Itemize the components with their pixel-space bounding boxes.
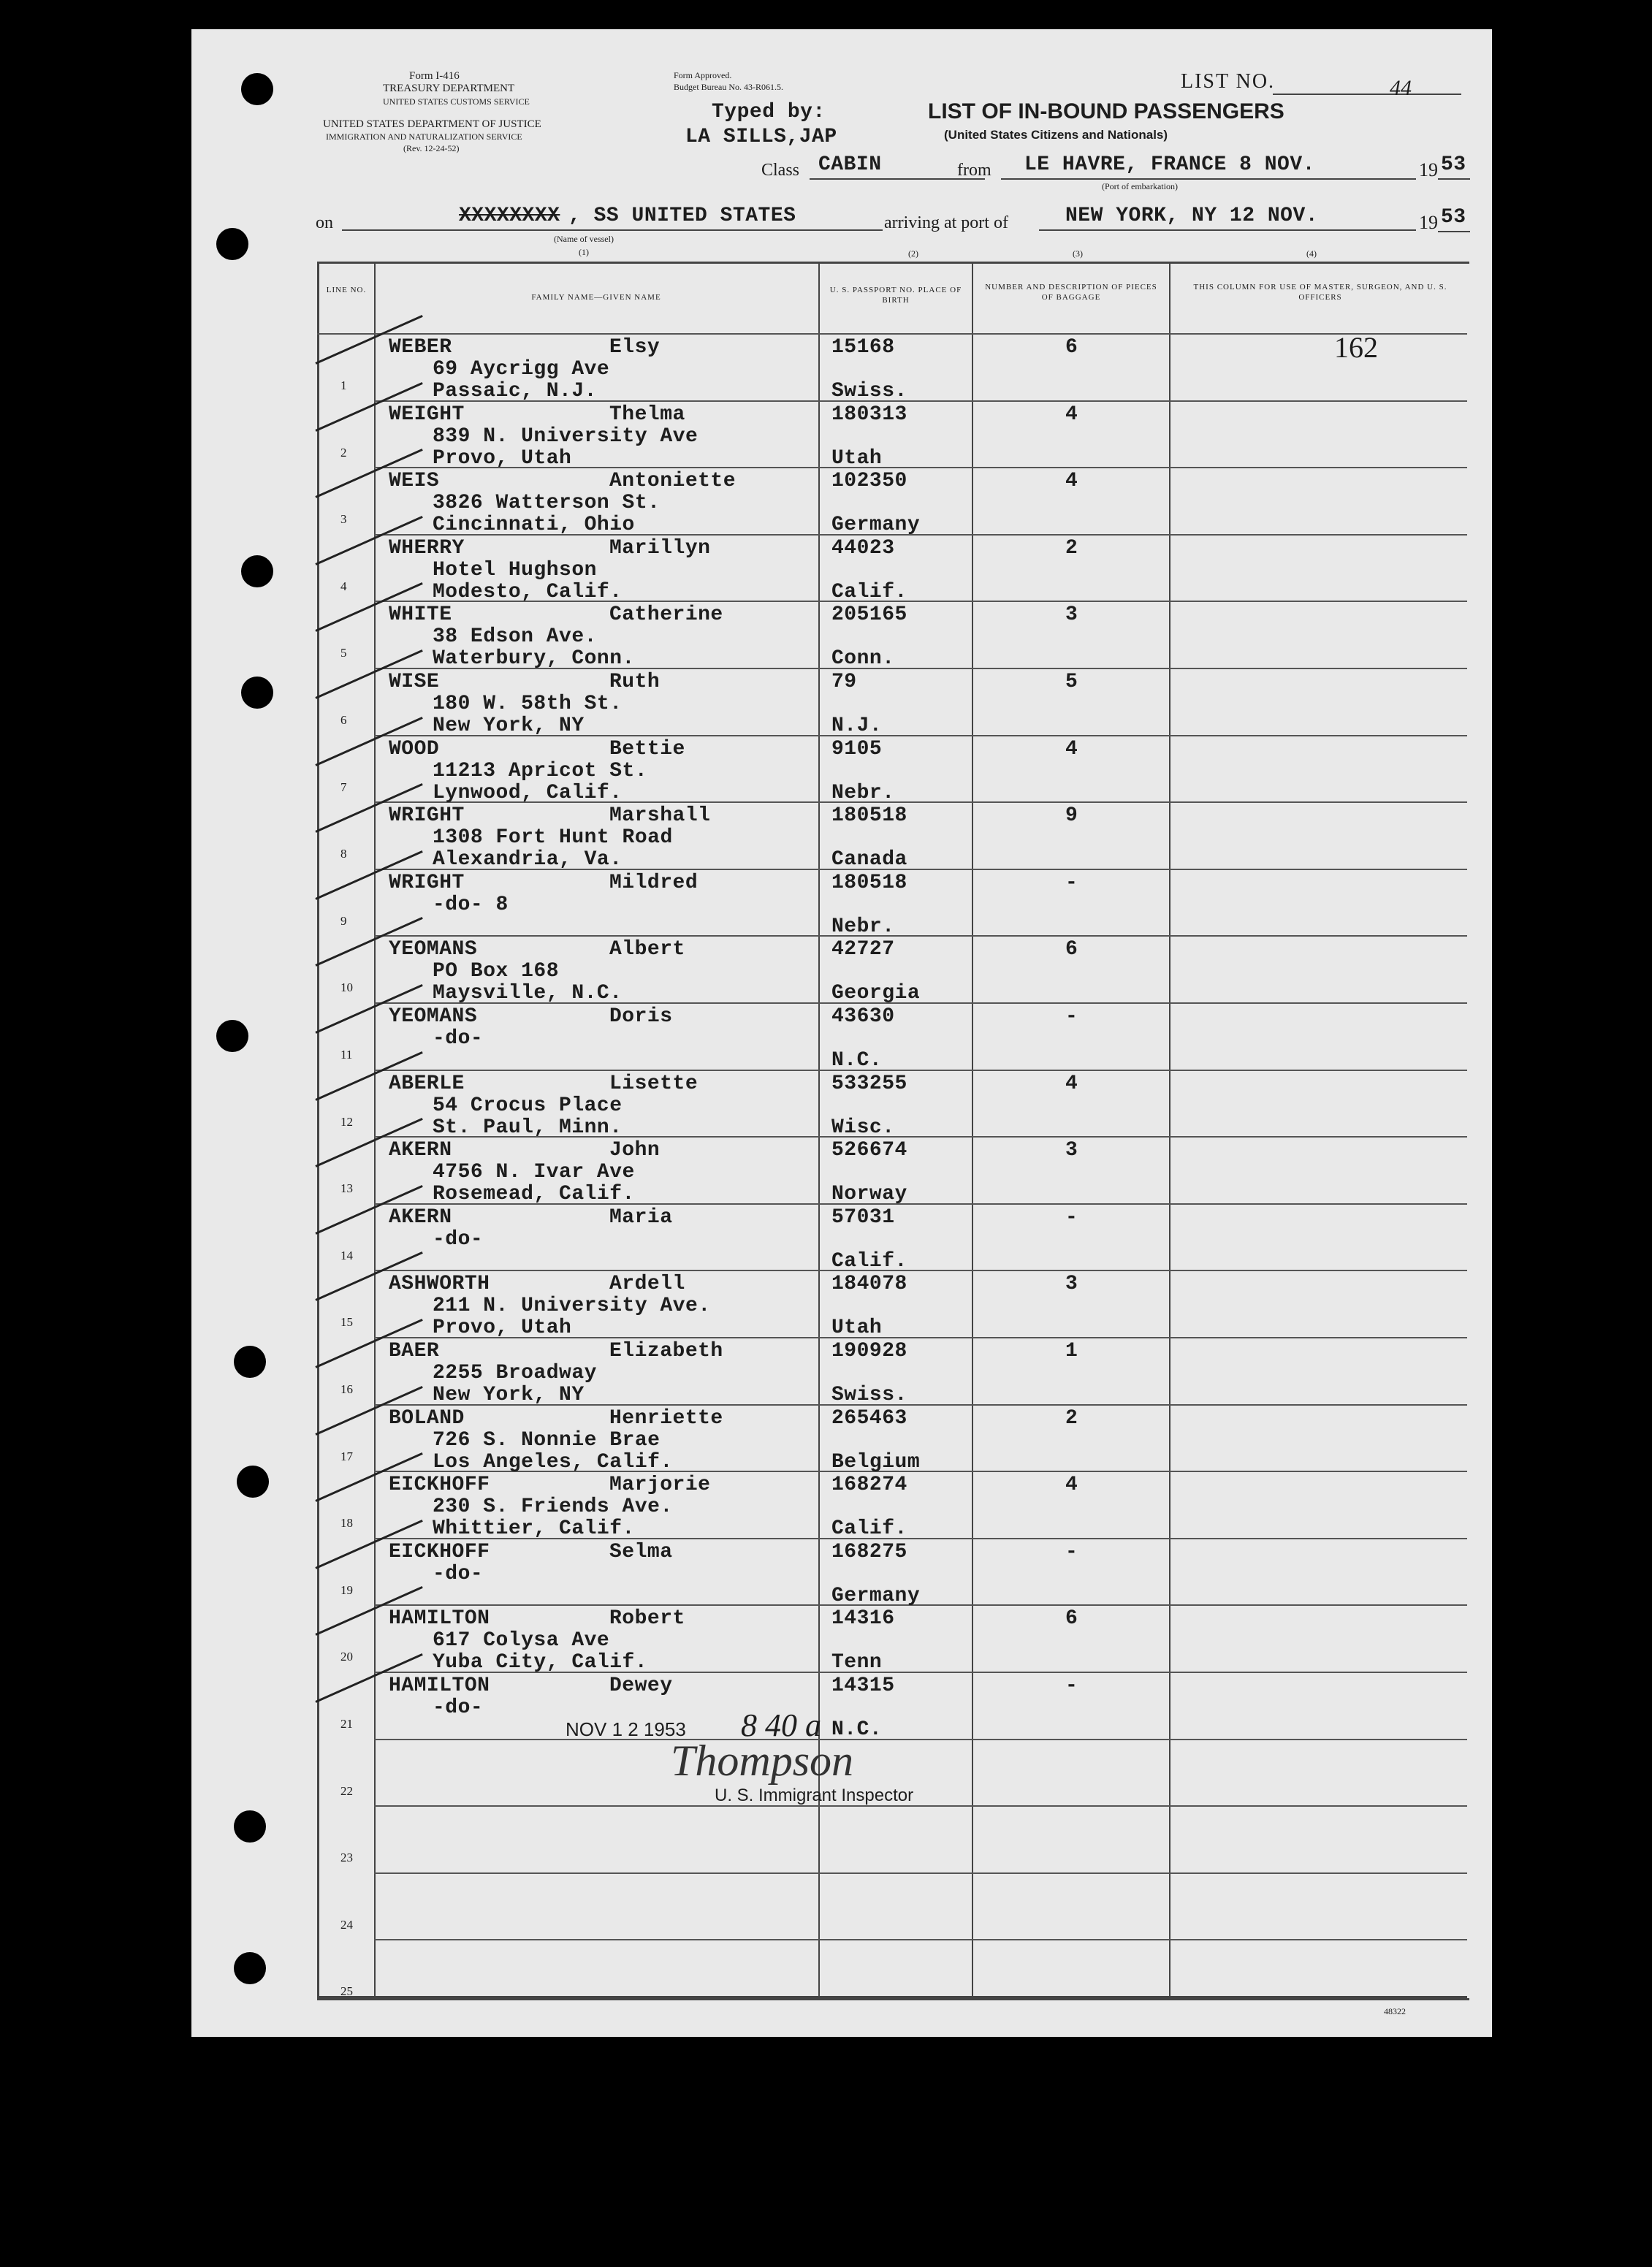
given-name: Mildred: [609, 871, 699, 894]
baggage-count: 4: [1065, 1474, 1078, 1497]
place-of-birth: Georgia: [831, 982, 921, 1005]
on-label: on: [316, 213, 333, 232]
given-name: Henriette: [609, 1406, 723, 1430]
line-number: 3: [340, 512, 347, 527]
given-name: Marshall: [609, 804, 711, 828]
given-name: Bettie: [609, 737, 685, 761]
form-approved: Form Approved.: [674, 70, 732, 80]
dept-treasury: TREASURY DEPARTMENT: [383, 83, 515, 94]
place-of-birth: Nebr.: [831, 915, 895, 938]
address-line-1: 230 S. Friends Ave.: [433, 1496, 673, 1519]
line-number: 17: [340, 1449, 353, 1463]
address-line-1: 839 N. University Ave: [433, 424, 699, 448]
family-name: YEOMANS: [389, 938, 478, 961]
baggage-count: 6: [1065, 336, 1078, 359]
col-num-1: (1): [579, 247, 589, 257]
line-number: 7: [340, 780, 347, 794]
address-line-2: Yuba City, Calif.: [433, 1651, 648, 1674]
vessel-label: (Name of vessel): [554, 234, 614, 244]
family-name: AKERN: [389, 1139, 452, 1162]
place-of-birth: Utah: [831, 446, 883, 470]
address-line-2: New York, NY: [433, 715, 585, 737]
passport-number: 526674: [831, 1139, 907, 1162]
given-name: Robert: [609, 1607, 685, 1631]
vessel-struck: XXXXXXXX: [459, 205, 560, 227]
passport-number: 168275: [831, 1540, 907, 1563]
place-of-birth: N.C.: [831, 1718, 883, 1741]
family-name: WOOD: [389, 737, 440, 761]
place-of-birth: Belgium: [831, 1450, 921, 1474]
address-line-1: 2255 Broadway: [433, 1362, 597, 1384]
family-name: WHERRY: [389, 536, 465, 560]
class-label: Class: [761, 161, 800, 180]
place-of-birth: Calif.: [831, 1517, 907, 1541]
address-line-2: Modesto, Calif.: [433, 580, 623, 603]
passport-number: 43630: [831, 1005, 895, 1028]
given-name: Albert: [609, 938, 685, 961]
class-value: CABIN: [818, 153, 882, 176]
family-name: WEIGHT: [389, 403, 465, 426]
punch-hole: [216, 1020, 248, 1052]
baggage-count: 1: [1065, 1340, 1078, 1363]
place-of-birth: Canada: [831, 848, 907, 872]
line-number: 22: [340, 1783, 353, 1798]
address-line-1: 54 Crocus Place: [433, 1094, 623, 1117]
line-number: 13: [340, 1181, 353, 1196]
address-line-1: 11213 Apricot St.: [433, 759, 648, 782]
baggage-count: 5: [1065, 671, 1078, 693]
passport-number: 57031: [831, 1205, 895, 1229]
passport-number: 79: [831, 671, 857, 693]
passport-number: 44023: [831, 536, 895, 560]
year-value: 53: [1441, 153, 1466, 176]
address-line-2: Whittier, Calif.: [433, 1517, 635, 1541]
col-header-officers: THIS COLUMN FOR USE OF MASTER, SURGEON, AND U. S. OFFICERS: [1193, 283, 1447, 302]
place-of-birth: Nebr.: [831, 781, 895, 804]
address-line-2: New York, NY: [433, 1384, 585, 1406]
line-number: 5: [340, 646, 347, 660]
address-line-1: 4756 N. Ivar Ave: [433, 1161, 635, 1184]
passport-number: 265463: [831, 1406, 907, 1430]
family-name: EICKHOFF: [389, 1540, 490, 1563]
family-name: HAMILTON: [389, 1607, 490, 1631]
baggage-count: 6: [1065, 1607, 1078, 1631]
baggage-count: 4: [1065, 737, 1078, 761]
address-line-1: -do-: [433, 1562, 484, 1585]
given-name: Dewey: [609, 1674, 673, 1697]
line-number: 14: [340, 1248, 353, 1262]
baggage-count: 3: [1065, 603, 1078, 627]
given-name: Thelma: [609, 403, 685, 426]
form-title: LIST OF IN-BOUND PASSENGERS: [928, 99, 1284, 123]
family-name: EICKHOFF: [389, 1474, 490, 1497]
address-line-1: 617 Colysa Ave: [433, 1629, 610, 1653]
given-name: Elsy: [609, 336, 661, 359]
line-number: 9: [340, 913, 347, 928]
address-line-1: 3826 Watterson St.: [433, 492, 661, 515]
passport-number: 14315: [831, 1674, 895, 1697]
from-value: LE HAVRE, FRANCE 8 NOV.: [1024, 153, 1315, 176]
typed-by-label: Typed by:: [712, 101, 826, 123]
passport-number: 168274: [831, 1474, 907, 1497]
dept-justice-sub: IMMIGRATION AND NATURALIZATION SERVICE: [326, 132, 522, 142]
arriving-label: arriving at port of: [884, 213, 1008, 232]
arrival-year: 53: [1441, 206, 1466, 229]
inspector-title: U. S. Immigrant Inspector: [715, 1786, 914, 1805]
passport-number: 205165: [831, 603, 907, 627]
baggage-count: -: [1065, 1205, 1078, 1229]
baggage-count: 4: [1065, 1072, 1078, 1095]
arrival-year-prefix: 19: [1419, 212, 1438, 233]
line-number: 18: [340, 1516, 353, 1531]
place-of-birth: Calif.: [831, 1249, 907, 1273]
col-num-2: (2): [908, 248, 918, 259]
given-name: Marjorie: [609, 1474, 711, 1497]
address-line-2: Provo, Utah: [433, 446, 572, 470]
baggage-count: -: [1065, 1005, 1078, 1028]
family-name: AKERN: [389, 1205, 452, 1229]
place-of-birth: Germany: [831, 1584, 921, 1607]
typed-by-value: LA SILLS,JAP: [685, 126, 837, 148]
passport-number: 180313: [831, 403, 907, 426]
print-code: 48322: [1384, 2006, 1406, 2016]
baggage-count: 6: [1065, 938, 1078, 961]
line-number: 12: [340, 1114, 353, 1129]
baggage-count: 3: [1065, 1139, 1078, 1162]
address-line-1: PO Box 168: [433, 960, 560, 983]
line-number: 15: [340, 1315, 353, 1330]
passport-number: 102350: [831, 470, 907, 493]
punch-hole: [216, 228, 248, 260]
list-no-label: LIST NO.: [1181, 70, 1276, 93]
address-line-1: 1308 Fort Hunt Road: [433, 826, 673, 850]
line-number: 21: [340, 1717, 353, 1731]
address-line-2: Maysville, N.C.: [433, 982, 623, 1005]
place-of-birth: Swiss.: [831, 1384, 907, 1406]
port-embarkation-label: (Port of embarkation): [1102, 181, 1178, 191]
family-name: BOLAND: [389, 1406, 465, 1430]
arrival-value: NEW YORK, NY 12 NOV.: [1065, 205, 1319, 227]
year-prefix: 19: [1419, 159, 1438, 180]
row-divider: [374, 1070, 1467, 1071]
line-number: 19: [340, 1582, 353, 1597]
passport-number: 190928: [831, 1340, 907, 1363]
passport-number: 9105: [831, 737, 883, 761]
address-line-1: -do- 8: [433, 893, 509, 916]
line-number: 10: [340, 980, 353, 995]
address-line-2: Rosemead, Calif.: [433, 1183, 635, 1206]
given-name: Antoniette: [609, 470, 736, 493]
address-line-2: Alexandria, Va.: [433, 848, 623, 872]
line-number: 1: [340, 378, 347, 392]
baggage-count: -: [1065, 1540, 1078, 1563]
form-subtitle: (United States Citizens and Nationals): [944, 128, 1168, 142]
family-name: WRIGHT: [389, 871, 465, 894]
family-name: ASHWORTH: [389, 1273, 490, 1296]
manifest-page: [191, 29, 1492, 2037]
baggage-count: 3: [1065, 1273, 1078, 1296]
place-of-birth: Calif.: [831, 580, 907, 603]
given-name: Maria: [609, 1205, 673, 1229]
family-name: HAMILTON: [389, 1674, 490, 1697]
line-number: 16: [340, 1382, 353, 1396]
budget-bureau: Budget Bureau No. 43-R061.5.: [674, 82, 783, 92]
address-line-1: 69 Aycrigg Ave: [433, 358, 610, 381]
date-stamp: NOV 1 2 1953: [566, 1718, 686, 1740]
col-num-3: (3): [1073, 248, 1083, 259]
passport-number: 42727: [831, 938, 895, 961]
address-line-2: Passaic, N.J.: [433, 380, 597, 403]
family-name: WISE: [389, 671, 440, 693]
place-of-birth: N.C.: [831, 1049, 883, 1072]
address-line-1: 180 W. 58th St.: [433, 693, 623, 715]
row-divider: [374, 1939, 1467, 1940]
col-num-4: (4): [1306, 248, 1317, 259]
punch-hole: [234, 1810, 266, 1843]
family-name: YEOMANS: [389, 1005, 478, 1028]
row-divider: [374, 1270, 1467, 1271]
place-of-birth: Conn.: [831, 647, 895, 671]
dept-treasury-sub: UNITED STATES CUSTOMS SERVICE: [383, 96, 530, 107]
col-header-name: FAMILY NAME—GIVEN NAME: [531, 293, 661, 302]
family-name: WEBER: [389, 336, 452, 359]
address-line-2: Provo, Utah: [433, 1317, 572, 1340]
address-line-1: -do-: [433, 1227, 484, 1251]
punch-hole: [234, 1952, 266, 1984]
col-header-baggage: NUMBER AND DESCRIPTION OF PIECES OF BAGGAGE: [985, 283, 1157, 302]
address-line-1: 211 N. University Ave.: [433, 1295, 711, 1318]
punch-hole: [241, 73, 273, 105]
place-of-birth: Utah: [831, 1317, 883, 1340]
handwritten-time: 8 40 a: [741, 1707, 821, 1743]
place-of-birth: Wisc.: [831, 1116, 895, 1139]
line-number: 6: [340, 713, 347, 727]
punch-hole: [234, 1346, 266, 1378]
row-divider: [374, 1739, 1467, 1740]
given-name: Selma: [609, 1540, 673, 1563]
baggage-count: 9: [1065, 804, 1078, 828]
given-name: Marillyn: [609, 536, 711, 560]
passport-number: 184078: [831, 1273, 907, 1296]
address-line-2: Waterbury, Conn.: [433, 647, 635, 671]
line-number: 23: [340, 1851, 353, 1865]
given-name: Ardell: [609, 1273, 685, 1296]
baggage-count: 2: [1065, 1406, 1078, 1430]
line-number: 20: [340, 1650, 353, 1664]
passport-number: 15168: [831, 336, 895, 359]
passport-number: 180518: [831, 871, 907, 894]
baggage-count: -: [1065, 1674, 1078, 1697]
passport-number: 533255: [831, 1072, 907, 1095]
given-name: Elizabeth: [609, 1340, 723, 1363]
family-name: WRIGHT: [389, 804, 465, 828]
place-of-birth: N.J.: [831, 715, 883, 737]
family-name: WHITE: [389, 603, 452, 627]
form-revision: (Rev. 12-24-52): [403, 143, 460, 153]
given-name: Lisette: [609, 1072, 699, 1095]
given-name: Ruth: [609, 671, 661, 693]
line-number: 11: [340, 1048, 353, 1062]
place-of-birth: Norway: [831, 1183, 907, 1206]
dept-justice: UNITED STATES DEPARTMENT OF JUSTICE: [323, 118, 541, 130]
baggage-count: 4: [1065, 470, 1078, 493]
address-line-1: -do-: [433, 1696, 484, 1719]
given-name: Catherine: [609, 603, 723, 627]
place-of-birth: Swiss.: [831, 380, 907, 403]
passport-number: 180518: [831, 804, 907, 828]
baggage-count: -: [1065, 871, 1078, 894]
row-divider: [374, 935, 1467, 937]
place-of-birth: Germany: [831, 514, 921, 537]
row-divider: [374, 1872, 1467, 1874]
punch-hole: [241, 555, 273, 587]
address-line-2: Lynwood, Calif.: [433, 781, 623, 804]
punch-hole: [241, 677, 273, 709]
passport-number: 14316: [831, 1607, 895, 1631]
punch-hole: [237, 1466, 269, 1498]
baggage-count: 4: [1065, 403, 1078, 426]
row-divider: [374, 1604, 1467, 1606]
row-divider: [374, 1805, 1467, 1807]
given-name: John: [609, 1139, 661, 1162]
vessel-name: , SS UNITED STATES: [568, 205, 796, 227]
officer-note: 162: [1334, 331, 1378, 364]
list-no-value: 44: [1390, 76, 1412, 100]
place-of-birth: Tenn: [831, 1651, 883, 1674]
from-label: from: [957, 161, 991, 180]
family-name: WEIS: [389, 470, 440, 493]
line-number: 24: [340, 1917, 353, 1932]
address-line-1: Hotel Hughson: [433, 558, 597, 582]
inspector-signature: Thompson: [671, 1737, 854, 1785]
line-number: 4: [340, 579, 347, 593]
col-header-passport: U. S. PASSPORT NO. PLACE OF BIRTH: [829, 286, 962, 305]
family-name: ABERLE: [389, 1072, 465, 1095]
address-line-1: -do-: [433, 1027, 484, 1050]
line-number: 25: [340, 1984, 353, 1999]
baggage-count: 2: [1065, 536, 1078, 560]
address-line-1: 726 S. Nonnie Brae: [433, 1428, 661, 1452]
address-line-1: 38 Edson Ave.: [433, 625, 597, 649]
line-number: 8: [340, 847, 347, 861]
address-line-2: Los Angeles, Calif.: [433, 1450, 673, 1474]
address-line-2: Cincinnati, Ohio: [433, 514, 635, 537]
family-name: BAER: [389, 1340, 440, 1363]
given-name: Doris: [609, 1005, 673, 1028]
address-line-2: St. Paul, Minn.: [433, 1116, 623, 1139]
col-header-line-no: LINE NO.: [326, 286, 367, 294]
line-number: 2: [340, 445, 347, 460]
form-number: Form I-416: [409, 70, 460, 82]
